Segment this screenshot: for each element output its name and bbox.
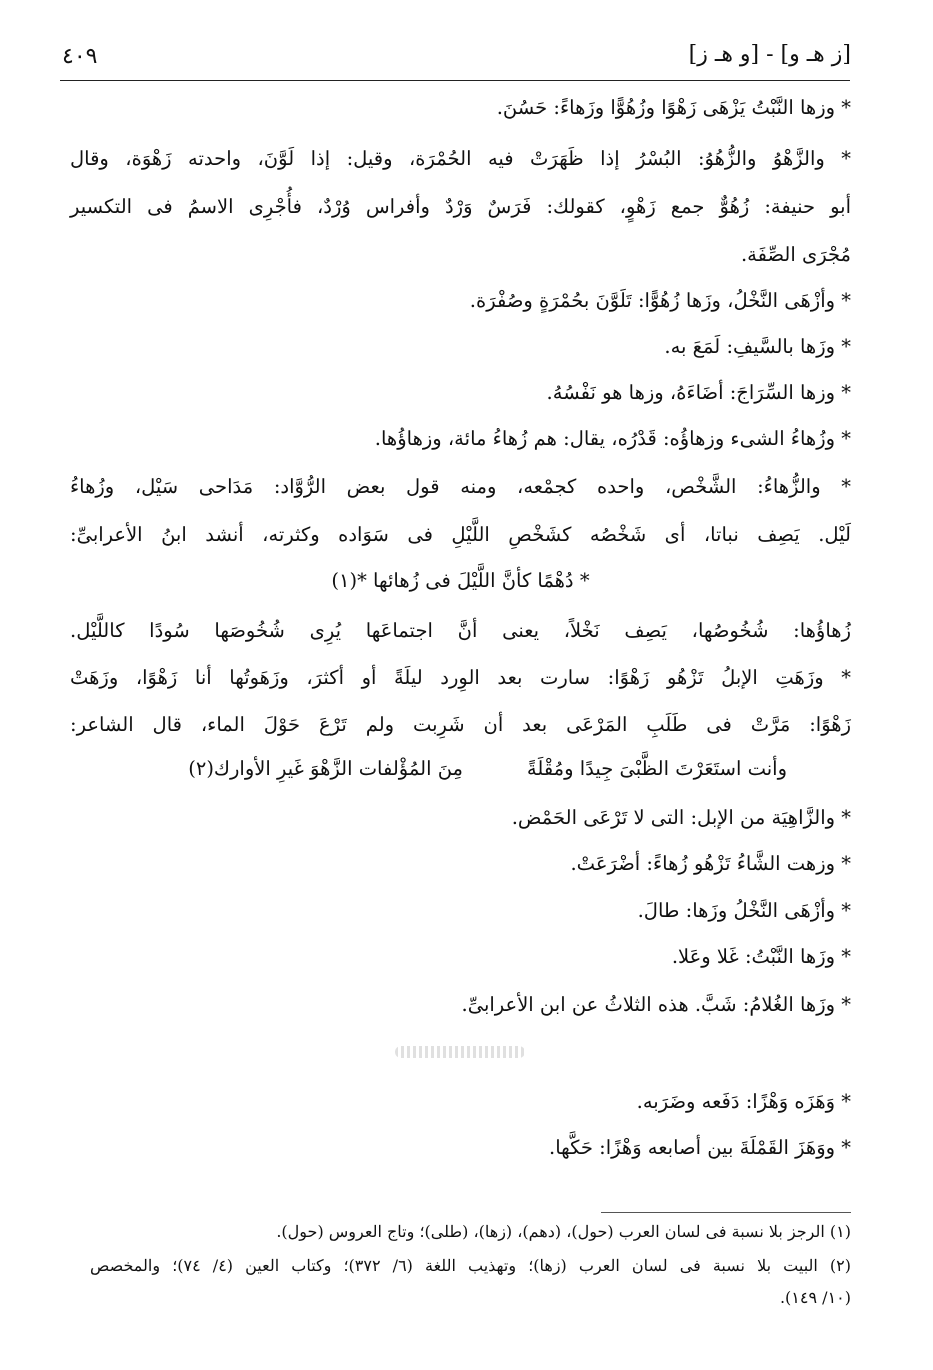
verse-first-hemistich: وأنت استَعَرْتَ الظَّبْىَ جِيدًا ومُقْلَةً bbox=[526, 757, 787, 780]
page-number: ٤٠٩ bbox=[62, 44, 98, 69]
footnote: (١) الرجز بلا نسبة فى لسان العرب (حول)، (دهم)، (زها)، (طلى)؛ وتاج العروس (حول). bbox=[276, 1222, 851, 1241]
entry-line: * وزها السِّرَاجَ: أضَاءَهُ، وزها هو نَفْسُهُ. bbox=[546, 381, 851, 404]
entry-line: * وزَها النَّبْتُ: غَلا وعَلا. bbox=[671, 945, 851, 968]
verse-second-hemistich: مِنَ المُؤْلفات الزَّهْوَ غَيرِ الأوارك(٢) bbox=[188, 757, 463, 780]
entry-line: * وأزْهَى النَّخْلُ، وزَها زُهُوًّا: تَلَوَّنَ بحُمْرَةٍ وصُفْرَة. bbox=[469, 289, 851, 312]
header-rule bbox=[60, 80, 850, 81]
footnote: (١٠/ ١٤٩). bbox=[779, 1288, 851, 1307]
entry-line: * والزَّاهِيَة من الإبل: التى لا تَرْعَى الحَمْض. bbox=[511, 806, 851, 829]
section-ornament bbox=[395, 1046, 525, 1058]
footnote: (٢) البيت بلا نسبة فى لسان العرب (زها)؛ وتهذيب اللغة (٦/ ٣٧٢)؛ وكتاب العين (٤/ ٧٤)؛ والمخصص bbox=[90, 1256, 852, 1275]
running-title: [ز هـ و] - [و هـ ز] bbox=[688, 42, 851, 67]
entry-line: زَهْوًا: مَرَّتْ فى طَلَبِ المَرْعَى بعد أن شَرِبت ولم تَرْعَ حَوْلَ الماء، قال الشاعر: bbox=[70, 713, 851, 736]
entry-line: * والزُّهاءُ: الشَّخْص، واحده كجمْعه، ومنه قول بعض الرُّوَّاد: مَدَاحى سَيْل، وزُهاءُ bbox=[70, 475, 851, 498]
entry-line: * وَهَزَه وَهْزًا: دَفَعه وضَرَبه. bbox=[636, 1090, 851, 1113]
entry-line: * وأزْهَى النَّخْلُ وزَها: طالَ. bbox=[637, 899, 851, 922]
entry-line: لَيْل. يَصِف نباتا، أى شَخْصُه كشَخْصِ اللَّيْلِ فى سَوَاده وكثرته، أنشد ابنُ الأعرابىِّ: bbox=[70, 523, 851, 546]
entry-line: * وزهت الشَّاءُ تَزْهُو زُهاءً: أضْرَعَتْ. bbox=[570, 852, 851, 875]
entry-line: * وزُهاءُ الشىء وزهاؤُه: قَدْرُه، يقال: هم زُهاءُ مائة، وزهاؤُها. bbox=[374, 427, 851, 450]
entry-line: زُهاؤُها: شُخُوصُها، يَصِف نَخْلاً، يعنى أنَّ اجتماعَها يُرِى شُخُوصَها سُودًا كاللَّيْل. bbox=[70, 619, 851, 642]
entry-line: أبو حنيفة: زُهُوٌّ جمع زَهْوٍ، كقولك: فَرَسٌ وَرْدٌ وأفراس وُرْدٌ، فأُجْرِى الاسمُ فى التكسير bbox=[70, 195, 851, 218]
entry-line: * وزَهَتِ الإبلُ تَزْهُو زَهْوًا: سارت بعد الوِرد ليلَةً أو أكثرَ، وزَهَوتُها أنا زَهْوًا، وزَهَتْ bbox=[70, 666, 851, 689]
verse-line: * دُهْمًا كأنَّ اللَّيْلَ فى زُهائها *(١) bbox=[331, 569, 590, 592]
footnote-rule bbox=[601, 1212, 851, 1213]
entry-line: * وزَها الغُلامُ: شَبَّ. هذه الثلاثُ عن ابن الأعرابىِّ. bbox=[461, 993, 851, 1016]
entry-line: * ووَهَزَ القَمْلَةَ بين أصابعه وَهْزًا: حَكَّها. bbox=[549, 1136, 851, 1159]
entry-line: * والزَّهْوُ والزُّهُوُ: البُسْرُ إذا ظَهَرَتْ فيه الحُمْرَة، وقيل: إذا لَوَّنَ، واحدته زَهْوَة، وقال bbox=[70, 147, 851, 170]
entry-line: * وزَها بالسَّيفِ: لَمَعَ به. bbox=[664, 335, 851, 358]
entry-line: مُجْرَى الصِّفَة. bbox=[740, 243, 851, 266]
entry-line: * وزها النَّبْتُ يَزْهَى زَهْوًا وزُهُوًّا وزَهاءً: حَسُنَ. bbox=[496, 96, 851, 119]
